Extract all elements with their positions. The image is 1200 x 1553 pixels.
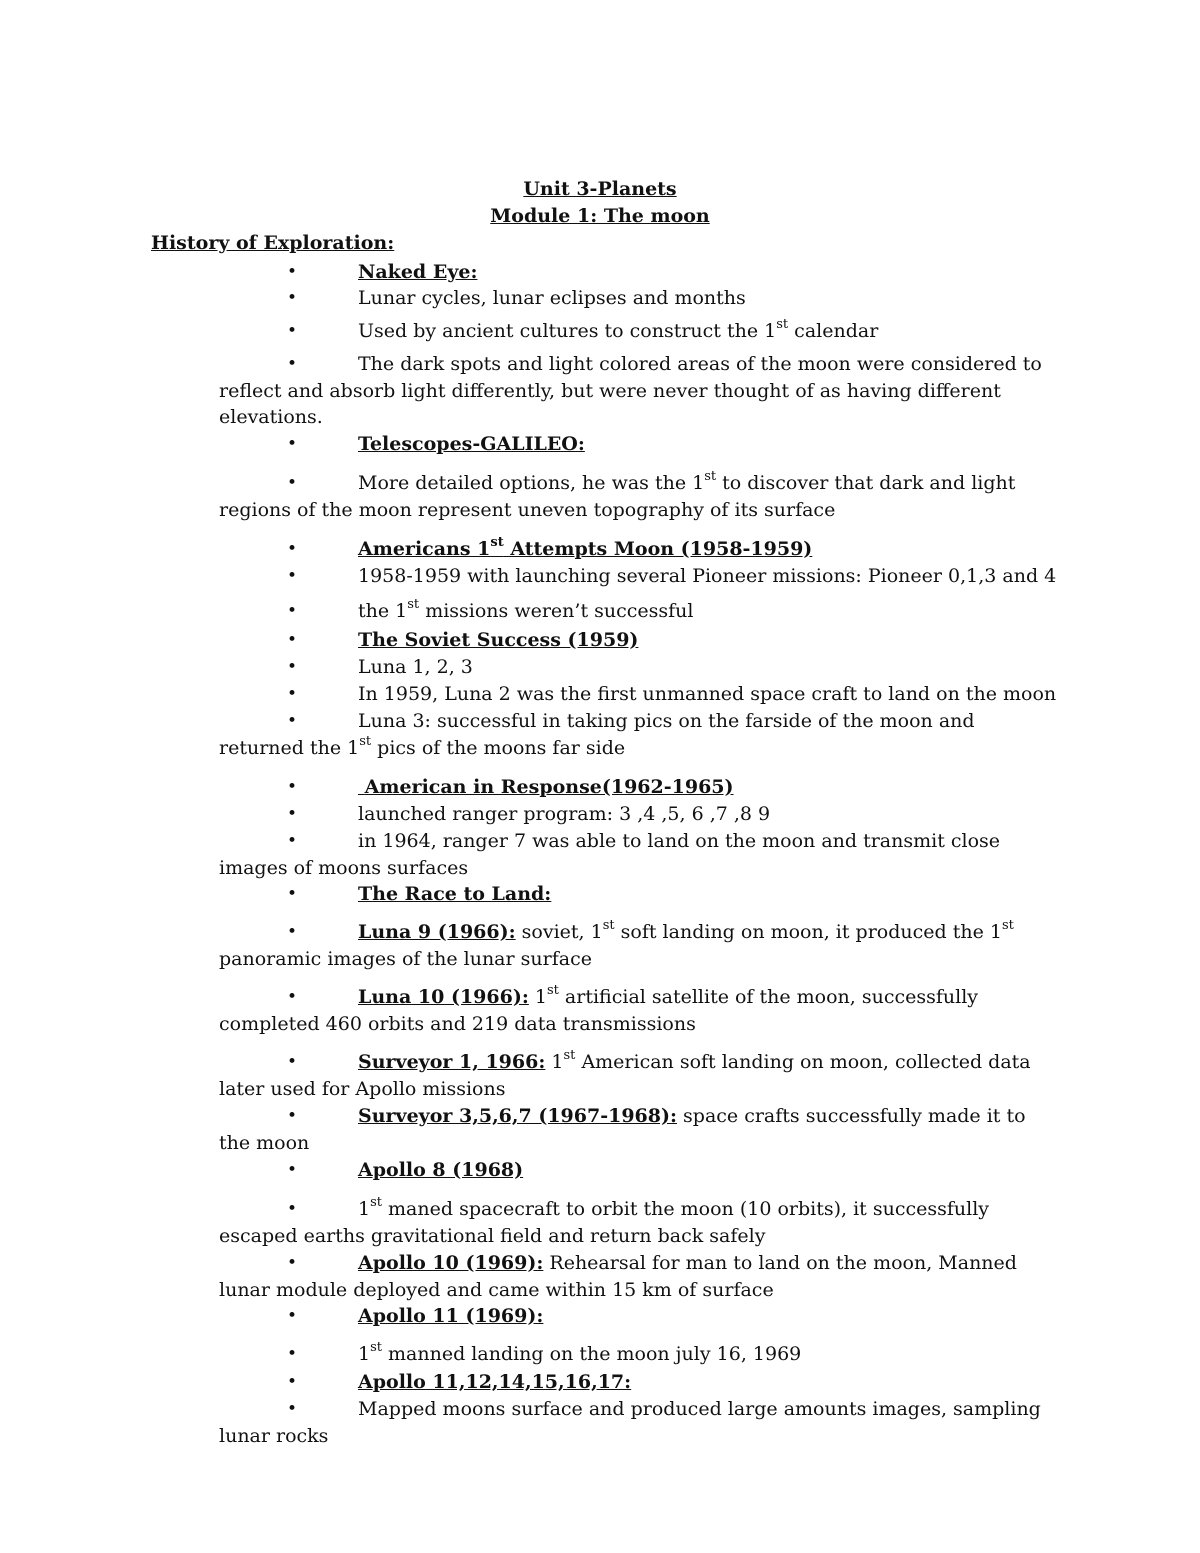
list-item — [219, 285, 1059, 312]
bullet-icon: • — [287, 1199, 298, 1219]
list-item-text — [219, 1396, 1059, 1449]
text-run: space crafts successfully made it to the moon — [219, 1105, 1032, 1154]
text-run: The Soviet Success (1959) — [358, 629, 639, 651]
bullet-icon: • — [287, 804, 298, 824]
superscript: st — [490, 535, 504, 550]
superscript: st — [602, 918, 615, 933]
module-title: Module 1: The moon — [490, 205, 710, 227]
list-item-text — [219, 563, 1059, 590]
bullet-icon: • — [287, 1106, 298, 1126]
superscript: st — [776, 317, 789, 332]
text-run: Mapped moons surface and produced large amounts images, sampling lunar rocks — [219, 1398, 1047, 1447]
list-item — [219, 681, 1059, 708]
list-item — [219, 598, 1059, 625]
bullet-icon: • — [287, 1372, 298, 1392]
text-run: the 1 — [358, 600, 408, 622]
text-run: manned landing on the moon july 16, 1969 — [382, 1343, 802, 1365]
text-run: More detailed options, he was the 1 — [358, 472, 705, 494]
text-run: to discover that dark and light regions of the moon represent uneven topography of its surface — [219, 472, 1022, 521]
bullet-icon: • — [287, 657, 298, 677]
list-item — [219, 1250, 1059, 1303]
text-run: 1 — [545, 1051, 564, 1073]
list-item-text — [219, 681, 1059, 708]
list-item — [219, 654, 1059, 681]
bullet-icon: • — [287, 601, 298, 621]
bullet-icon: • — [287, 434, 298, 454]
list-item-text — [219, 654, 1059, 681]
list-item — [219, 984, 1059, 1037]
superscript: st — [370, 1195, 382, 1210]
text-run: missions weren’t successful — [419, 600, 694, 622]
text-run: The dark spots and light colored areas of the moon were considered to reflect and absorb light differently, but were never thought of as having different elevations. — [219, 353, 1048, 428]
text-run: American in Response(1962-1965) — [358, 776, 734, 798]
list-item-text — [219, 318, 1059, 345]
text-run: Luna 1, 2, 3 — [358, 656, 473, 678]
list-item-text — [219, 431, 1059, 458]
bullet-icon: • — [287, 1052, 298, 1072]
superscript: st — [407, 597, 420, 612]
list-item-text — [219, 1196, 1059, 1249]
bullet-icon: • — [287, 539, 298, 559]
text-run: American soft landing on moon, collected data later used for Apollo missions — [219, 1051, 1037, 1100]
list-item — [219, 1196, 1059, 1249]
list-item-text — [219, 470, 1059, 523]
list-item-text — [219, 536, 1059, 563]
list-item-text — [219, 919, 1059, 972]
text-run: Telescopes-GALILEO: — [358, 433, 585, 455]
list-item-text — [219, 881, 1059, 908]
superscript: st — [359, 733, 372, 749]
bullet-icon: • — [287, 777, 298, 797]
text-run: artificial satellite of the moon, successfully completed 460 orbits and 219 data transmissions — [219, 986, 985, 1035]
bullet-icon: • — [287, 354, 298, 374]
superscript: st — [704, 469, 717, 484]
inline-heading: Luna 9 (1966): — [358, 921, 516, 943]
list-item — [219, 1396, 1059, 1449]
text-run: 1 — [528, 986, 547, 1008]
list-heading — [219, 1303, 1059, 1330]
text-run: in 1964, ranger 7 was able to land on the moon and transmit close images of moons surfaces — [219, 830, 1007, 879]
list-heading — [219, 536, 1059, 563]
section-title: History of Exploration: — [151, 232, 395, 254]
text-run: launched ranger program: 3 ,4 ,5, 6 ,7 ,8 9 — [358, 803, 771, 825]
bullet-icon: • — [287, 1399, 298, 1419]
text-run: 1958-1959 with launching several Pioneer missions: Pioneer 0,1,3 and 4 — [358, 565, 1057, 587]
inline-heading: Apollo 10 (1969): — [358, 1252, 544, 1274]
text-run: Apollo 8 (1968) — [358, 1159, 524, 1181]
text-run: 1 — [358, 1198, 371, 1220]
list-heading — [219, 1369, 1059, 1396]
list-item — [219, 919, 1059, 972]
text-run: In 1959, Luna 2 was the first unmanned space craft to land on the moon — [358, 683, 1057, 705]
list-heading — [219, 1157, 1059, 1184]
list-item — [219, 708, 1059, 761]
text-run: calendar — [788, 320, 879, 342]
text-run: soviet, 1 — [515, 921, 603, 943]
superscript: st — [563, 1048, 576, 1063]
superscript: st — [370, 1340, 382, 1355]
list-item-text — [219, 984, 1059, 1037]
list-item — [219, 470, 1059, 523]
list-item-text — [219, 774, 1059, 801]
text-run: Apollo 11 (1969): — [358, 1305, 544, 1327]
unit-title: Unit 3-Planets — [523, 178, 677, 200]
list-item — [219, 801, 1059, 828]
inline-heading: Luna 10 (1966): — [358, 986, 529, 1008]
bullet-icon: • — [287, 884, 298, 904]
bullet-icon: • — [287, 922, 298, 942]
list-item-text — [219, 1303, 1059, 1330]
bullet-icon: • — [287, 288, 298, 308]
list-item — [219, 828, 1059, 881]
superscript: st — [546, 983, 559, 998]
list-heading — [219, 881, 1059, 908]
list-item-text — [219, 828, 1059, 881]
text-run: panoramic images of the lunar surface — [219, 921, 1020, 970]
list-item-text — [219, 259, 1059, 286]
list-item-text — [219, 801, 1059, 828]
bullet-icon: • — [287, 684, 298, 704]
text-run: Apollo 11,12,14,15,16,17: — [358, 1371, 632, 1393]
list-item-text — [219, 1103, 1059, 1156]
bullet-icon: • — [287, 566, 298, 586]
text-run: soft landing on moon, it produced the 1 — [614, 921, 1002, 943]
list-item — [219, 563, 1059, 590]
list-item-text — [219, 598, 1059, 625]
list-heading — [219, 431, 1059, 458]
bullet-icon: • — [287, 262, 298, 282]
list-item-text — [219, 1250, 1059, 1303]
list-item — [219, 318, 1059, 345]
list-item-text — [219, 1369, 1059, 1396]
list-item — [219, 1049, 1059, 1102]
list-heading — [219, 774, 1059, 801]
text-run: The Race to Land: — [358, 883, 552, 905]
list-item-text — [219, 1157, 1059, 1184]
list-item-text — [219, 708, 1059, 761]
bullet-icon: • — [287, 987, 298, 1007]
list-item-text — [219, 351, 1059, 431]
bullet-icon: • — [287, 1306, 298, 1326]
text-run: Used by ancient cultures to construct the 1 — [358, 320, 777, 342]
bullet-icon: • — [287, 711, 298, 731]
bullet-icon: • — [287, 630, 298, 650]
inline-heading: Surveyor 1, 1966: — [358, 1051, 546, 1073]
bullet-icon: • — [287, 1160, 298, 1180]
list-item-text — [219, 1341, 1059, 1368]
bullet-icon: • — [287, 1344, 298, 1364]
list-heading — [219, 259, 1059, 286]
list-item — [219, 1103, 1059, 1156]
text-run: pics of the moons far side — [371, 736, 626, 759]
text-run: maned spacecraft to orbit the moon (10 orbits), it successfully escaped earths gravitational field and return back safely — [219, 1198, 996, 1247]
list-item-text — [219, 627, 1059, 654]
bullet-icon: • — [287, 473, 298, 493]
text-run: Rehearsal for man to land on the moon, Manned lunar module deployed and came within 15 km of surface — [219, 1252, 1023, 1301]
list-item-text — [219, 1049, 1059, 1102]
list-heading — [219, 627, 1059, 654]
text-run: 1 — [358, 1343, 371, 1365]
text-run: Americans 1 — [358, 538, 491, 560]
inline-heading: Surveyor 3,5,6,7 (1967-1968): — [358, 1105, 677, 1127]
text-run: Luna 3: successful in taking pics on the farside of the moon and returned the 1 — [219, 710, 981, 759]
text-run: Naked Eye: — [358, 261, 478, 283]
bullet-icon: • — [287, 321, 298, 341]
list-item-text — [219, 285, 1059, 312]
text-run: Attempts Moon (1958-1959) — [503, 538, 813, 560]
superscript: st — [1001, 918, 1014, 933]
text-run: Lunar cycles, lunar eclipses and months — [358, 287, 746, 309]
list-item — [219, 351, 1059, 431]
bullet-icon: • — [287, 1253, 298, 1273]
list-item — [219, 1341, 1059, 1368]
bullet-icon: • — [287, 831, 298, 851]
